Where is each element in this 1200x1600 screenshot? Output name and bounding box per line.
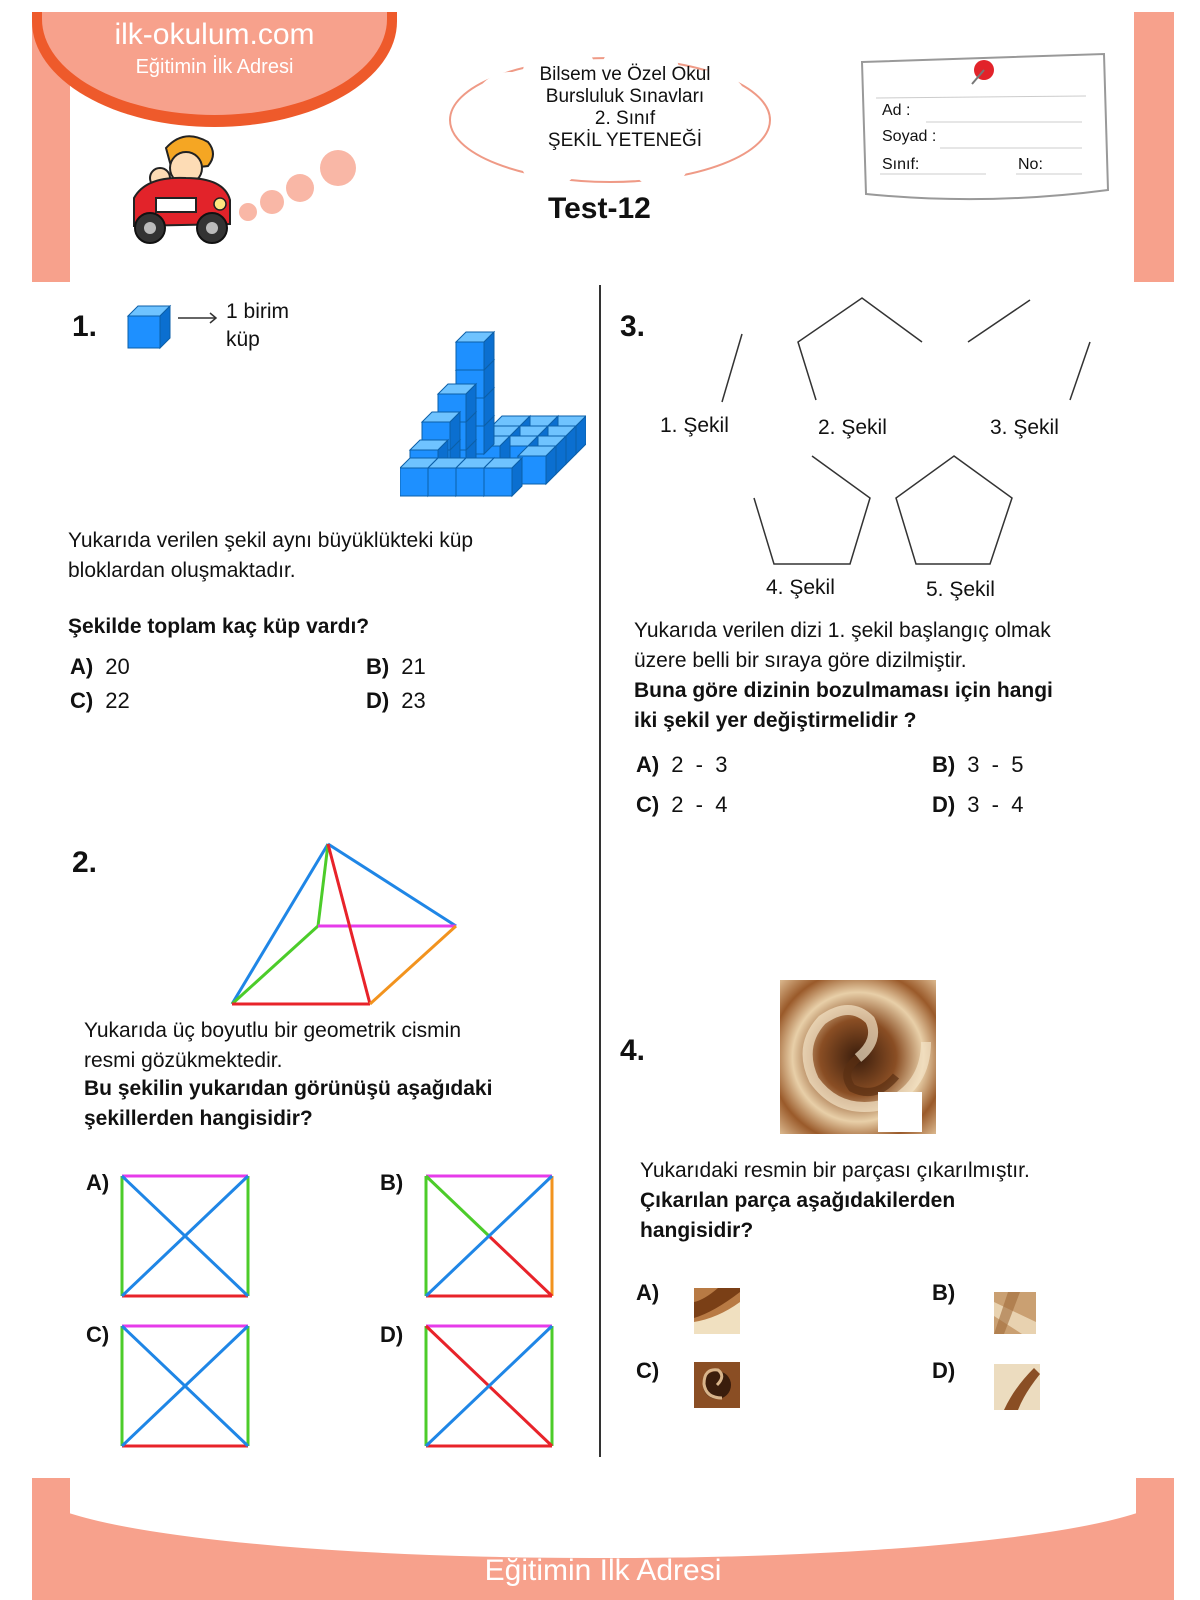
cloud-line-4: ŞEKİL YETENEĞİ bbox=[547, 130, 703, 151]
q3-option-c[interactable]: C) 2 - 4 bbox=[636, 792, 728, 817]
q2-option-c-label[interactable]: C) bbox=[86, 1322, 110, 1347]
q2-question-1: Bu şekilin yukarıdan görünüşü aşağıdaki bbox=[84, 1077, 493, 1100]
cloud-line-3: 2. Sınıf bbox=[594, 108, 656, 129]
cube-structure-figure bbox=[400, 330, 586, 508]
cloud-line-1: Bilsem ve Özel Okul bbox=[539, 64, 711, 85]
cloud-text bbox=[480, 64, 770, 152]
q2-option-a-figure[interactable] bbox=[118, 1172, 252, 1300]
q3-shapes-row-1 bbox=[700, 290, 1100, 410]
q3-shapes-row-2 bbox=[740, 452, 1030, 574]
q3-question-2: iki şekil yer değiştirmelidir ? bbox=[634, 709, 917, 732]
column-divider bbox=[599, 285, 601, 1457]
q1-option-c[interactable]: C) 22 bbox=[70, 688, 130, 713]
footer-subtitle: Eğitimin İlk Adresi bbox=[484, 1554, 722, 1587]
q3-text-2: üzere belli bir sıraya göre dizilmiştir. bbox=[634, 649, 967, 672]
q4-question-1: Çıkarılan parça aşağıdakilerden bbox=[640, 1189, 956, 1212]
q4-option-b-label[interactable]: B) bbox=[932, 1280, 956, 1305]
q4-option-a-label[interactable]: A) bbox=[636, 1280, 660, 1305]
form-class-label: Sınıf: bbox=[882, 156, 920, 173]
unit-label-2: küp bbox=[226, 328, 260, 351]
shape-label-2: 2. Şekil bbox=[818, 416, 887, 439]
q4-text-1: Yukarıdaki resmin bir parçası çıkarılmıştır. bbox=[640, 1159, 1030, 1182]
q2-option-a-label[interactable]: A) bbox=[86, 1170, 110, 1195]
q1-option-a[interactable]: A) 20 bbox=[70, 654, 130, 679]
q2-number: 2. bbox=[72, 846, 98, 879]
q4-option-c-label[interactable]: C) bbox=[636, 1358, 660, 1383]
pyramid-figure bbox=[220, 840, 460, 1010]
q1-option-b[interactable]: B) 21 bbox=[366, 654, 426, 679]
q2-option-d-figure[interactable] bbox=[422, 1322, 556, 1450]
q4-number: 4. bbox=[620, 1034, 646, 1067]
q3-text-1: Yukarıda verilen dizi 1. şekil başlangıç olmak bbox=[634, 619, 1051, 642]
q4-option-d-piece[interactable] bbox=[994, 1364, 1040, 1410]
q2-question-2: şekillerden hangisidir? bbox=[84, 1107, 313, 1130]
q3-option-d[interactable]: D) 3 - 4 bbox=[932, 792, 1024, 817]
q4-option-c-piece[interactable] bbox=[694, 1362, 740, 1408]
name-form-note bbox=[856, 50, 1112, 204]
cloud-line-2: Bursluluk Sınavları bbox=[545, 86, 705, 107]
form-name-label: Ad : bbox=[882, 102, 911, 119]
q4-question-2: hangisidir? bbox=[640, 1219, 754, 1242]
q2-option-b-label[interactable]: B) bbox=[380, 1170, 404, 1195]
form-number-label: No: bbox=[1018, 156, 1043, 173]
q2-option-b-figure[interactable] bbox=[422, 1172, 556, 1300]
unit-label-1: 1 birim bbox=[226, 300, 290, 323]
q2-option-c-figure[interactable] bbox=[118, 1322, 252, 1450]
q2-option-d-label[interactable]: D) bbox=[380, 1322, 404, 1347]
q1-number: 1. bbox=[72, 310, 98, 343]
swirl-image bbox=[780, 980, 936, 1134]
q4-option-b-piece[interactable] bbox=[994, 1292, 1036, 1334]
q4-option-d-label[interactable]: D) bbox=[932, 1358, 956, 1383]
q3-question-1: Buna göre dizinin bozulmaması için hangi bbox=[634, 679, 1053, 702]
q2-text-2: resmi gözükmektedir. bbox=[84, 1049, 283, 1072]
unit-cube-icon bbox=[126, 304, 226, 350]
q2-text-1: Yukarıda üç boyutlu bir geometrik cismin bbox=[84, 1019, 462, 1042]
shape-label-3: 3. Şekil bbox=[990, 416, 1059, 439]
q4-option-a-piece[interactable] bbox=[694, 1288, 740, 1334]
shape-label-1: 1. Şekil bbox=[660, 414, 729, 437]
car-cartoon-illustration bbox=[126, 128, 238, 250]
q1-question: Şekilde toplam kaç küp vardı? bbox=[68, 615, 370, 638]
logo-title[interactable]: ilk-okulum.com bbox=[114, 18, 315, 51]
q1-option-d[interactable]: D) 23 bbox=[366, 688, 426, 713]
q3-number: 3. bbox=[620, 310, 646, 343]
q1-text-1: Yukarıda verilen şekil aynı büyüklükteki küp bbox=[68, 529, 474, 552]
q1-text-2: bloklardan oluşmaktadır. bbox=[68, 559, 296, 582]
test-title: Test-12 bbox=[548, 192, 651, 225]
shape-label-5: 5. Şekil bbox=[926, 578, 995, 601]
footer-title[interactable]: ilk-okulum.com bbox=[456, 1508, 750, 1557]
logo-subtitle: Eğitimin İlk Adresi bbox=[135, 56, 294, 78]
q3-option-b[interactable]: B) 3 - 5 bbox=[932, 752, 1024, 777]
shape-label-4: 4. Şekil bbox=[766, 576, 835, 599]
form-surname-label: Soyad : bbox=[882, 128, 937, 145]
q3-option-a[interactable]: A) 2 - 3 bbox=[636, 752, 728, 777]
